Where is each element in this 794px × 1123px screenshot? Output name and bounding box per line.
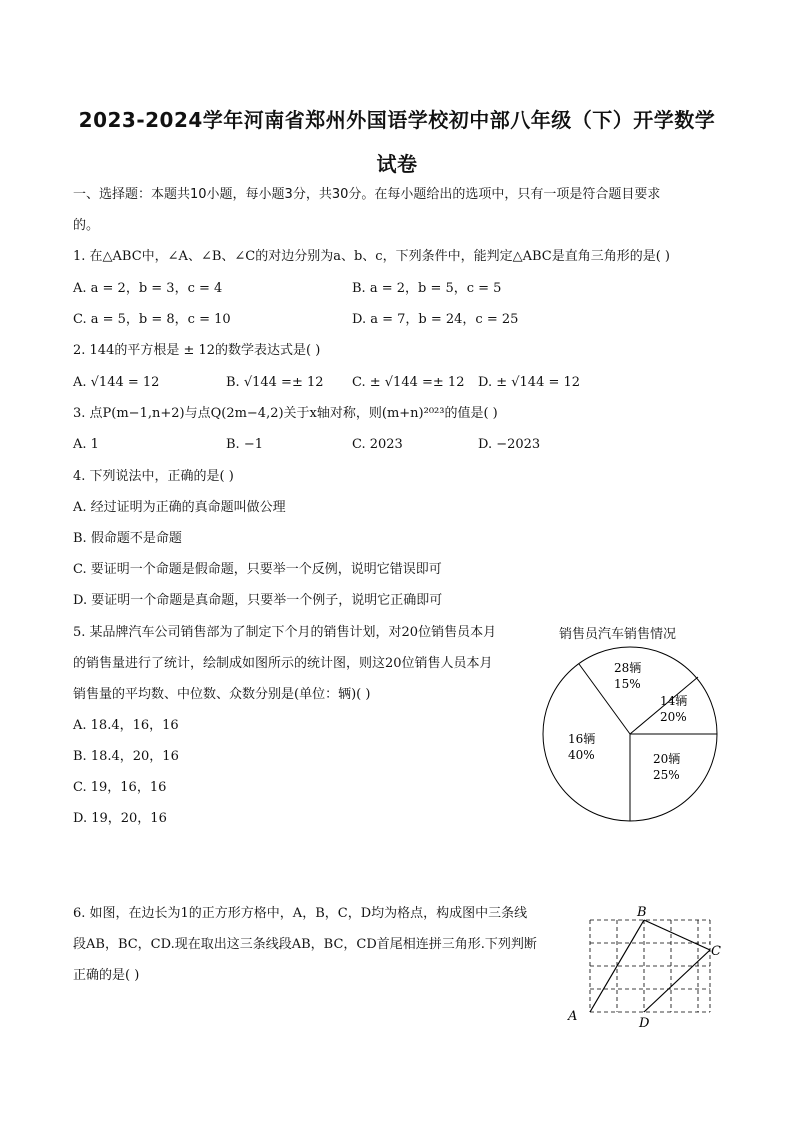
q5-option-d: D. 19，20，16 — [73, 811, 167, 826]
q4-option-c: C. 要证明一个命题是假命题，只要举一个反例，说明它错误即可 — [73, 562, 442, 577]
q3-option-b: B. −1 — [226, 437, 263, 452]
q5-option-a: A. 18.4，16，16 — [73, 718, 179, 733]
q2-option-a: A. √144 = 12 — [73, 375, 160, 390]
section-instructions-line1: 一、选择题：本题共10小题，每小题3分，共30分。在每小题给出的选项中，只有一项是符合题目要求 — [73, 187, 661, 202]
point-d-label: D — [639, 1016, 650, 1031]
q2-stem: 2. 144的平方根是 ± 12的数学表达式是( ) — [73, 343, 321, 358]
pie-slice4-label: 16辆 — [568, 732, 596, 746]
q4-option-b: B. 假命题不是命题 — [73, 531, 182, 546]
pie-slice3-pct: 25% — [653, 768, 680, 782]
q1-option-a: A. a = 2，b = 3，c = 4 — [73, 281, 223, 296]
q2-option-d: D. ± √144 = 12 — [478, 375, 581, 390]
q3-option-c: C. 2023 — [352, 437, 403, 452]
point-c-label: C — [711, 944, 721, 959]
q3-option-a: A. 1 — [73, 437, 99, 452]
pie-title: 销售员汽车销售情况 — [559, 627, 677, 642]
q5-option-b: B. 18.4，20，16 — [73, 749, 179, 764]
q4-stem: 4. 下列说法中，正确的是( ) — [73, 469, 234, 484]
q4-option-d: D. 要证明一个命题是真命题，只要举一个例子，说明它正确即可 — [73, 593, 443, 608]
segment-bc — [644, 920, 710, 950]
sales-pie-chart — [540, 646, 724, 822]
q5-stem-line2: 的销售量进行了统计，绘制成如图所示的统计图，则这20位销售人员本月 — [73, 656, 493, 671]
q6-stem-line2: 段AB，BC，CD.现在取出这三条线段AB，BC，CD首尾相连拼三角形.下列判断 — [73, 937, 537, 952]
pie-slice1-pct: 15% — [614, 677, 641, 691]
q5-option-c: C. 19，16，16 — [73, 780, 167, 795]
grid-figure — [560, 902, 730, 1032]
segment-cd — [644, 950, 710, 1012]
pie-slice2-pct: 20% — [660, 710, 687, 724]
q1-stem: 1. 在△ABC中，∠A、∠B、∠C的对边分别为a、b、c，下列条件中，能判定△ABC是直角三角形的是( ) — [73, 249, 670, 264]
section-instructions-line2: 的。 — [73, 218, 100, 233]
q2-option-b: B. √144 =± 12 — [226, 375, 324, 390]
exam-title-line2: 试卷 — [376, 152, 418, 176]
q2-option-c: C. ± √144 =± 12 — [352, 375, 465, 390]
pie-slice4-pct: 40% — [568, 748, 595, 762]
exam-title-line1: 2023-2024学年河南省郑州外国语学校初中部八年级（下）开学数学 — [78, 108, 716, 132]
q1-option-c: C. a = 5，b = 8，c = 10 — [73, 312, 231, 327]
q5-stem-line3: 销售量的平均数、中位数、众数分别是(单位：辆)( ) — [73, 687, 371, 702]
q3-option-d: D. −2023 — [478, 437, 541, 452]
q1-option-d: D. a = 7，b = 24，c = 25 — [352, 312, 519, 327]
q6-stem-line3: 正确的是( ) — [73, 968, 140, 983]
point-a-label: A — [568, 1009, 578, 1024]
q3-stem: 3. 点P(m−1,n+2)与点Q(2m−4,2)关于x轴对称，则(m+n)²⁰²³的值是( ) — [73, 406, 498, 421]
point-b-label: B — [637, 905, 647, 920]
pie-slice3-label: 20辆 — [653, 752, 681, 766]
q4-option-a: A. 经过证明为正确的真命题叫做公理 — [73, 500, 286, 515]
q6-stem-line1: 6. 如图，在边长为1的正方形方格中，A，B，C，D均为格点，构成图中三条线 — [73, 906, 528, 921]
pie-slice1-label: 28辆 — [614, 661, 642, 675]
pie-slice2-label: 14辆 — [660, 694, 688, 708]
dashed-grid — [590, 920, 710, 1012]
q5-stem-line1: 5. 某品牌汽车公司销售部为了制定下个月的销售计划，对20位销售员本月 — [73, 625, 497, 640]
q1-option-b: B. a = 2，b = 5，c = 5 — [352, 281, 502, 296]
